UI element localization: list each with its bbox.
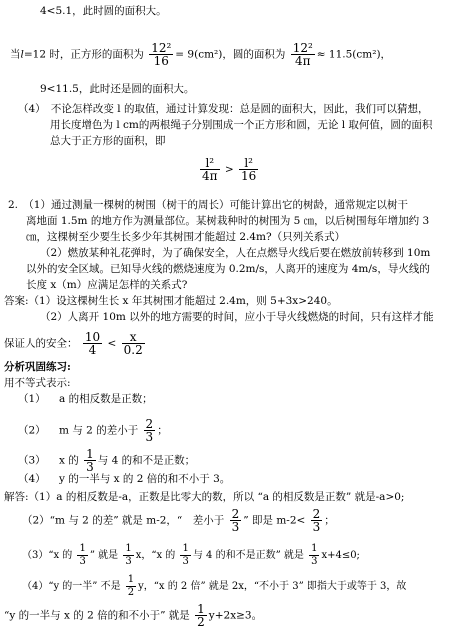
numerator: 1 bbox=[311, 543, 318, 554]
numerator: 1 bbox=[86, 447, 94, 461]
question-text: x 的 bbox=[59, 454, 79, 467]
numerator: x bbox=[129, 330, 137, 344]
para-4-line-2: 用长度增色为 l cm的两根绳子分别围成一个正方形和圆，无论 l 取何值，圆的面积 bbox=[50, 119, 433, 131]
question-number: （2） bbox=[18, 424, 46, 437]
question-1 bbox=[18, 392, 153, 406]
fraction-1-2 bbox=[195, 603, 207, 628]
var-l: l bbox=[20, 48, 24, 61]
solution-4-conclusion bbox=[4, 603, 262, 628]
question-4 bbox=[18, 472, 230, 486]
denominator: 4 bbox=[83, 343, 102, 356]
numerator: l² bbox=[205, 156, 215, 170]
fraction-left bbox=[200, 157, 220, 182]
line-l12-areas bbox=[10, 42, 391, 67]
less-than: < bbox=[107, 337, 117, 350]
problem-2-line-3: ㎝，这棵树至少要生长多少年其树围才能超过 2.4m?（只列关系式） bbox=[26, 231, 346, 243]
answer-1: 答案:（1）设这棵树生长 x 年其树围才能超过 2.4m，则 5+3x>240。 bbox=[4, 295, 338, 307]
solution-1: 解答:（1）a 的相反数是-a，正数是比零大的数，所以 “a 的相反数是正数” 就是-a>0; bbox=[4, 491, 405, 503]
fraction-1-3 bbox=[84, 448, 96, 473]
solution-3 bbox=[22, 543, 360, 568]
solution-text: 与 4 的和不是正数” 就是 bbox=[192, 550, 304, 561]
text-approx: ≈ 11.5(cm²)， bbox=[316, 48, 392, 61]
fraction-1-3 bbox=[123, 543, 133, 568]
solution-text: ” 即是 m-2< bbox=[243, 514, 306, 527]
numerator: l² bbox=[244, 156, 253, 170]
denominator: 3 bbox=[125, 556, 132, 567]
denominator: 16 bbox=[241, 169, 257, 183]
answer-2-inequality bbox=[4, 331, 147, 356]
denominator: 3 bbox=[86, 460, 94, 474]
denominator: 0.2 bbox=[123, 343, 143, 357]
denominator: 3 bbox=[145, 430, 154, 444]
denominator: 3 bbox=[182, 556, 189, 567]
numerator: 1 bbox=[197, 602, 205, 616]
question-text-end: 与 4 的和不是正数； bbox=[97, 454, 196, 467]
denominator: 3 bbox=[312, 520, 321, 534]
para-4-line-3: 总大于正方形的面积，即 bbox=[50, 135, 166, 147]
numerator: 2 bbox=[231, 507, 240, 521]
problem-2-line-2: 离地面 1.5m 的地方作为测量部位。某树栽种时的树围为 5 ㎝，以后树围每年增加约 3 bbox=[26, 215, 430, 227]
numerator: 1 bbox=[79, 543, 86, 554]
text-safety: 保证人的安全： bbox=[4, 337, 78, 350]
solution-text: ” 就是 bbox=[89, 550, 119, 561]
question-text: m 与 2 的差小于 bbox=[59, 424, 139, 437]
text-dang: 当 bbox=[10, 48, 21, 61]
question-3 bbox=[18, 448, 195, 473]
fraction-x-over-0-2 bbox=[122, 331, 145, 356]
solution-text: （4）“y 的一半” 不是 bbox=[22, 581, 121, 592]
question-number: （3） bbox=[18, 454, 46, 467]
problem-2-line-6: 长度 x（m）应满足怎样的关系式? bbox=[26, 279, 188, 291]
fraction-right bbox=[239, 157, 258, 182]
numerator: 2 bbox=[145, 417, 154, 431]
numerator: 12² bbox=[292, 41, 313, 55]
answer-2: （2）人离开 10m 以外的地方需要的时间，应小于导火线燃烧的时间，只有这样才能 bbox=[40, 311, 434, 323]
numerator: 1 bbox=[182, 543, 189, 554]
fraction-1-3 bbox=[77, 543, 87, 568]
denominator: 4π bbox=[202, 169, 218, 183]
denominator: 3 bbox=[311, 556, 318, 567]
solution-text: “y 的一半与 x 的 2 倍的和不小于” 就是 bbox=[4, 609, 190, 622]
fraction-2-3 bbox=[144, 418, 156, 443]
punct: ； bbox=[324, 514, 335, 527]
para-4-line-1: （4） 不论怎样改变 l 的取值，通过计算发现：总是圆的面积大，因此，我们可以猜想， bbox=[18, 103, 429, 115]
denominator: 3 bbox=[79, 556, 86, 567]
solution-text: y，“x 的 2 倍” 就是 2x，“不小于 3” 即指大于或等于 3，故 bbox=[138, 581, 407, 592]
solution-text: （3）“x 的 bbox=[22, 550, 73, 561]
fraction-circle-area bbox=[291, 42, 315, 67]
question-number: （1） bbox=[18, 393, 46, 405]
instruction-use-inequality: 用不等式表示: bbox=[4, 377, 71, 389]
greater-than: > bbox=[224, 163, 234, 176]
numerator: 12² bbox=[151, 41, 172, 55]
question-text: y 的一半与 x 的 2 倍的和不小于 3。 bbox=[59, 473, 231, 485]
question-text: a 的相反数是正数； bbox=[59, 393, 153, 405]
numerator: 1 bbox=[125, 543, 132, 554]
numerator: 1 bbox=[127, 574, 135, 585]
fraction-1-3 bbox=[180, 543, 190, 568]
inequality-circle-gt-square bbox=[198, 157, 260, 182]
question-number: （4） bbox=[18, 473, 46, 485]
denominator: 4π bbox=[291, 54, 315, 67]
numerator: 10 bbox=[84, 330, 101, 344]
problem-2-line-4: （2）燃放某种礼花弹时，为了确保安全，人在点燃导火线后要在燃放前转移到 10m bbox=[40, 247, 431, 259]
fraction-2-3 bbox=[311, 508, 323, 533]
fraction-2-3 bbox=[230, 508, 242, 533]
denominator: 2 bbox=[197, 615, 205, 629]
question-2 bbox=[18, 418, 168, 443]
fraction-1-3 bbox=[309, 543, 319, 568]
denominator: 3 bbox=[231, 520, 240, 534]
solution-4 bbox=[22, 574, 406, 599]
line-4-less-5-1: 4<5.1，此时圆的面积大。 bbox=[40, 5, 167, 17]
solution-text: x+4≤0; bbox=[321, 550, 360, 561]
solution-text: y+2x≥3。 bbox=[208, 609, 263, 622]
problem-2-line-5: 以外的安全区域。已知导火线的燃烧速度为 0.2m/s，人离开的速度为 4m/s，导火线的 bbox=[26, 263, 430, 275]
punct: ； bbox=[157, 424, 168, 437]
line-9-less-11-5: 9<11.5，此时还是圆的面积大。 bbox=[40, 83, 195, 95]
problem-2-line-1: 2. （1）通过测量一棵树的树围（树干的周长）可能计算出它的树龄，通常规定以树干 bbox=[8, 199, 408, 211]
section-heading-practice: 分析巩固练习: bbox=[4, 361, 71, 373]
denominator: 2 bbox=[127, 587, 135, 598]
fraction-square-area bbox=[149, 42, 173, 67]
solution-2 bbox=[22, 508, 335, 533]
solution-text: x，“x 的 bbox=[135, 550, 176, 561]
text-square-area: =12 时，正方形的面积为 bbox=[23, 48, 144, 61]
numerator: 2 bbox=[312, 507, 321, 521]
denominator: 16 bbox=[149, 54, 173, 67]
solution-text: （2）“m 与 2 的差” 就是 m-2，“ 差小于 bbox=[22, 514, 225, 527]
text-circle-area: = 9(cm²)，圆的面积为 bbox=[175, 48, 286, 61]
fraction-1-2 bbox=[126, 574, 136, 599]
fraction-10-over-4 bbox=[83, 331, 102, 356]
